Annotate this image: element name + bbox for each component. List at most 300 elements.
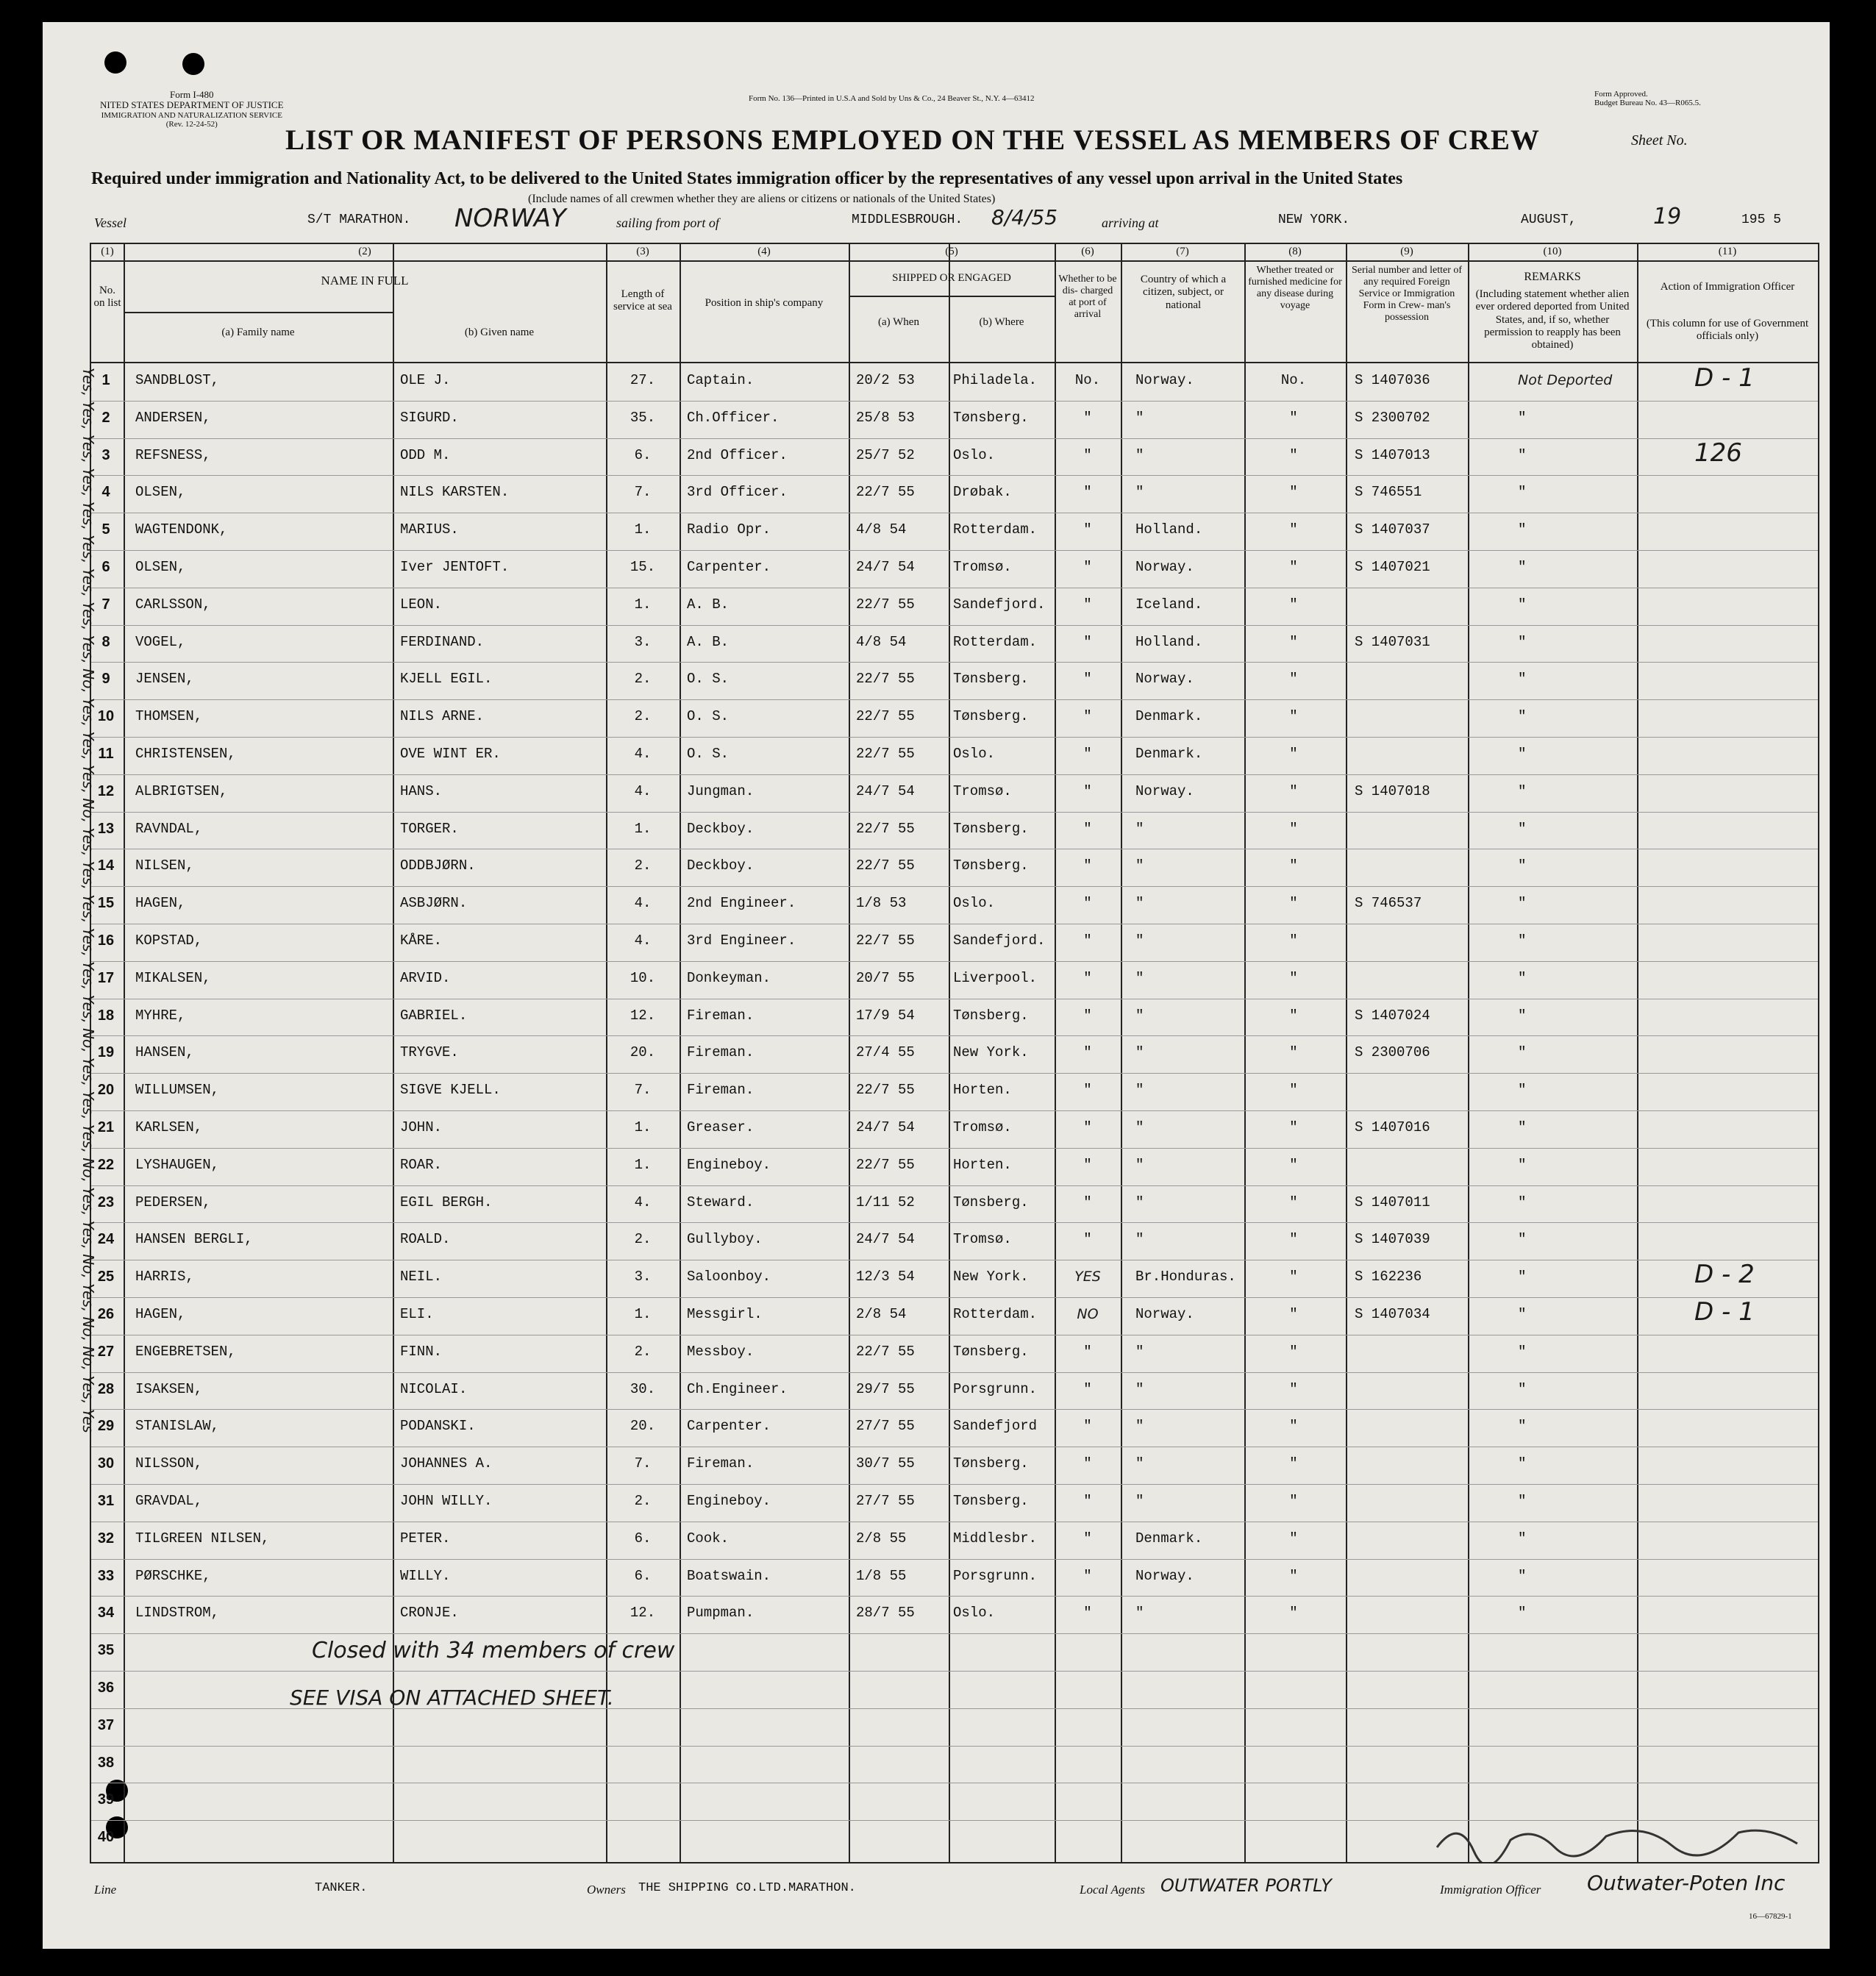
cell-dis: " bbox=[1083, 1605, 1092, 1622]
table-row bbox=[91, 1447, 1818, 1483]
cell-dis: " bbox=[1083, 969, 1092, 986]
cell-given: PETER. bbox=[400, 1530, 451, 1547]
cell-where: New York. bbox=[953, 1044, 1029, 1061]
cell-remark: " bbox=[1518, 1119, 1527, 1135]
cell-len: 30. bbox=[630, 1380, 656, 1397]
cell-where: Porsgrunn. bbox=[953, 1567, 1038, 1584]
cell-med: " bbox=[1289, 1156, 1298, 1173]
cell-med: " bbox=[1289, 596, 1298, 613]
cell-country: " bbox=[1135, 895, 1144, 912]
cell-family: GRAVDAL, bbox=[135, 1493, 203, 1509]
cell-when: 28/7 55 bbox=[856, 1605, 915, 1622]
cell-where: Oslo. bbox=[953, 746, 996, 762]
cell-where: Tromsø. bbox=[953, 1119, 1012, 1135]
cell-dis: NO bbox=[1077, 1306, 1099, 1322]
cell-med: " bbox=[1289, 1605, 1298, 1622]
cell-country: " bbox=[1135, 820, 1144, 837]
cell-len: 15. bbox=[630, 559, 656, 575]
cell-dis: " bbox=[1083, 596, 1092, 613]
cell-pos: 3rd Engineer. bbox=[687, 932, 796, 949]
table-row bbox=[91, 662, 1818, 699]
arrival-day: 19 bbox=[1653, 204, 1682, 229]
table-row bbox=[91, 1035, 1818, 1072]
cell-given: SIGVE KJELL. bbox=[400, 1082, 501, 1099]
cell-country: Iceland. bbox=[1135, 596, 1203, 613]
cell-dis: " bbox=[1083, 409, 1092, 426]
cell-remark: " bbox=[1518, 596, 1527, 613]
cell-pos: Messboy. bbox=[687, 1343, 755, 1360]
cell-given: OLE J. bbox=[400, 372, 451, 388]
cell-len: 1. bbox=[634, 1119, 652, 1135]
cell-where: Sandefjord. bbox=[953, 932, 1046, 949]
cell-remark: " bbox=[1518, 969, 1527, 986]
arrival-year: 195 5 bbox=[1741, 213, 1782, 227]
cell-med: " bbox=[1289, 1418, 1298, 1435]
cell-family: NILSSON, bbox=[135, 1455, 203, 1472]
table-row bbox=[91, 999, 1818, 1035]
cell-pos: Steward. bbox=[687, 1194, 755, 1210]
cell-n: 16 bbox=[97, 932, 115, 949]
cell-n: 25 bbox=[97, 1269, 115, 1285]
cell-serial: S 1407037 bbox=[1355, 521, 1430, 538]
cell-given: CRONJE. bbox=[400, 1605, 459, 1622]
department: NITED STATES DEPARTMENT OF JUSTICE bbox=[100, 99, 284, 111]
cell-dis: " bbox=[1083, 782, 1092, 799]
cell-given: EGIL BERGH. bbox=[400, 1194, 493, 1210]
cell-family: PEDERSEN, bbox=[135, 1194, 211, 1210]
cell-family: CARLSSON, bbox=[135, 596, 211, 613]
cell-n: 37 bbox=[97, 1716, 115, 1733]
col-num-11: (11) bbox=[1718, 246, 1737, 257]
cell-med: " bbox=[1289, 1231, 1298, 1248]
cell-n: 26 bbox=[97, 1306, 115, 1322]
col-length-service: Length of service at sea bbox=[613, 288, 672, 313]
cell-given: ROALD. bbox=[400, 1231, 451, 1248]
cell-med: " bbox=[1289, 1269, 1298, 1285]
col-shipped-engaged: SHIPPED OR ENGAGED bbox=[892, 272, 1011, 284]
cell-where: Tromsø. bbox=[953, 782, 1012, 799]
table-row bbox=[91, 363, 1818, 400]
cell-given: Iver JENTOFT. bbox=[400, 559, 510, 575]
cell-when: 27/7 55 bbox=[856, 1418, 915, 1435]
cell-family: ALBRIGTSEN, bbox=[135, 782, 228, 799]
cell-when: 22/7 55 bbox=[856, 1082, 915, 1099]
cell-country: Holland. bbox=[1135, 521, 1203, 538]
cell-pos: Carpenter. bbox=[687, 559, 771, 575]
cell-len: 1. bbox=[634, 1306, 652, 1322]
line-label: Line bbox=[94, 1883, 117, 1897]
cell-remark: " bbox=[1518, 633, 1527, 650]
cell-given: TORGER. bbox=[400, 820, 459, 837]
cell-family: KARLSEN, bbox=[135, 1119, 203, 1135]
cell-remark: " bbox=[1518, 1007, 1527, 1024]
cell-country: " bbox=[1135, 1044, 1144, 1061]
cell-where: Tønsberg. bbox=[953, 820, 1029, 837]
punch-hole bbox=[182, 53, 204, 75]
vessel-name: S/T MARATHON. bbox=[307, 213, 411, 227]
cell-where: New York. bbox=[953, 1269, 1029, 1285]
cell-country: " bbox=[1135, 1380, 1144, 1397]
cell-dis: " bbox=[1083, 1044, 1092, 1061]
cell-med: " bbox=[1289, 559, 1298, 575]
col-remarks: REMARKS bbox=[1524, 271, 1581, 283]
cell-country: " bbox=[1135, 857, 1144, 874]
cell-med: " bbox=[1289, 633, 1298, 650]
cell-given: TRYGVE. bbox=[400, 1044, 459, 1061]
cell-family: ISAKSEN, bbox=[135, 1380, 203, 1397]
cell-pos: O. S. bbox=[687, 671, 730, 688]
owners-value: THE SHIPPING CO.LTD.MARATHON. bbox=[638, 1881, 856, 1895]
table-row bbox=[91, 513, 1818, 549]
cell-pos: Fireman. bbox=[687, 1455, 755, 1472]
table-row bbox=[91, 625, 1818, 662]
arrival-month: AUGUST, bbox=[1521, 213, 1577, 227]
cell-remark: " bbox=[1518, 409, 1527, 426]
cell-given: JOHN. bbox=[400, 1119, 443, 1135]
col-family-name: (a) Family name bbox=[221, 327, 295, 338]
cell-len: 4. bbox=[634, 895, 652, 912]
cell-serial: S 1407034 bbox=[1355, 1306, 1430, 1322]
cell-where: Middlesbr. bbox=[953, 1530, 1038, 1547]
cell-dis: " bbox=[1083, 559, 1092, 575]
cell-n: 33 bbox=[97, 1567, 115, 1584]
cell-n: 28 bbox=[97, 1380, 115, 1397]
col-when: (a) When bbox=[878, 316, 919, 328]
cell-med: " bbox=[1289, 484, 1298, 501]
cell-n: 4 bbox=[101, 484, 110, 501]
cell-when: 30/7 55 bbox=[856, 1455, 915, 1472]
cell-given: KÅRE. bbox=[400, 932, 443, 949]
officer-value: Outwater-Poten Inc bbox=[1587, 1871, 1786, 1895]
cell-serial: S 1407039 bbox=[1355, 1231, 1430, 1248]
cell-serial: S 162236 bbox=[1355, 1269, 1422, 1285]
cell-n: 5 bbox=[101, 521, 110, 538]
table-row bbox=[91, 812, 1818, 849]
table-row bbox=[91, 699, 1818, 736]
table-row bbox=[91, 1708, 1818, 1745]
cell-where: Rotterdam. bbox=[953, 633, 1038, 650]
cell-when: 17/9 54 bbox=[856, 1007, 915, 1024]
cell-action: D - 1 bbox=[1694, 1297, 1755, 1327]
cell-where: Rotterdam. bbox=[953, 1306, 1038, 1322]
col-num-3: (3) bbox=[636, 246, 649, 257]
cell-len: 1. bbox=[634, 521, 652, 538]
cell-len: 12. bbox=[630, 1605, 656, 1622]
cell-where: Oslo. bbox=[953, 1605, 996, 1622]
cell-dis: " bbox=[1083, 708, 1092, 725]
cell-when: 2/8 55 bbox=[856, 1530, 907, 1547]
cell-family: PØRSCHKE, bbox=[135, 1567, 211, 1584]
cell-len: 6. bbox=[634, 446, 652, 463]
cell-serial: S 1407013 bbox=[1355, 446, 1430, 463]
cell-med: " bbox=[1289, 409, 1298, 426]
cell-n: 39 bbox=[97, 1791, 115, 1808]
cell-given: NICOLAI. bbox=[400, 1380, 468, 1397]
cell-remark: " bbox=[1518, 1343, 1527, 1360]
cell-med: " bbox=[1289, 1194, 1298, 1210]
form-code: 16—67829-1 bbox=[1749, 1912, 1792, 1921]
cell-country: " bbox=[1135, 1343, 1144, 1360]
cell-dis: " bbox=[1083, 1231, 1092, 1248]
vessel-label: Vessel bbox=[94, 215, 126, 230]
cell-given: ASBJØRN. bbox=[400, 895, 468, 912]
cell-when: 4/8 54 bbox=[856, 521, 907, 538]
cell-country: Norway. bbox=[1135, 782, 1194, 799]
cell-family: TILGREEN NILSEN, bbox=[135, 1530, 270, 1547]
table-row bbox=[91, 1559, 1818, 1596]
cell-country: " bbox=[1135, 1119, 1144, 1135]
cell-pos: A. B. bbox=[687, 633, 730, 650]
table-row bbox=[91, 1484, 1818, 1521]
cell-when: 24/7 54 bbox=[856, 1119, 915, 1135]
cell-serial: S 1407016 bbox=[1355, 1119, 1430, 1135]
cell-n: 7 bbox=[101, 596, 110, 613]
cell-remark: " bbox=[1518, 857, 1527, 874]
cell-pos: Engineboy. bbox=[687, 1493, 771, 1509]
cell-n: 27 bbox=[97, 1343, 115, 1360]
cell-med: " bbox=[1289, 1493, 1298, 1509]
cell-country: Holland. bbox=[1135, 633, 1203, 650]
cell-med: " bbox=[1289, 1082, 1298, 1099]
col-num-8: (8) bbox=[1288, 246, 1302, 257]
cell-med: " bbox=[1289, 671, 1298, 688]
cell-len: 27. bbox=[630, 372, 656, 388]
cell-dis: " bbox=[1083, 746, 1092, 762]
cell-len: 12. bbox=[630, 1007, 656, 1024]
table-row bbox=[91, 475, 1818, 512]
table-row bbox=[91, 1260, 1818, 1296]
cell-serial: S 1407031 bbox=[1355, 633, 1430, 650]
cell-med: " bbox=[1289, 521, 1298, 538]
cell-n: 13 bbox=[97, 820, 115, 837]
cell-where: Tønsberg. bbox=[953, 857, 1029, 874]
cell-n: 9 bbox=[101, 671, 110, 688]
cell-dis: " bbox=[1083, 1530, 1092, 1547]
cell-family: STANISLAW, bbox=[135, 1418, 220, 1435]
cell-where: Horten. bbox=[953, 1082, 1012, 1099]
cell-family: HARRIS, bbox=[135, 1269, 194, 1285]
cell-remark: " bbox=[1518, 1455, 1527, 1472]
cell-dis: " bbox=[1083, 820, 1092, 837]
cell-med: " bbox=[1289, 1567, 1298, 1584]
cell-country: Norway. bbox=[1135, 559, 1194, 575]
cell-len: 20. bbox=[630, 1044, 656, 1061]
cell-pos: Engineboy. bbox=[687, 1156, 771, 1173]
cell-n: 19 bbox=[97, 1044, 115, 1061]
cell-given: FINN. bbox=[400, 1343, 443, 1360]
cell-len: 4. bbox=[634, 932, 652, 949]
cell-where: Oslo. bbox=[953, 895, 996, 912]
cell-where: Rotterdam. bbox=[953, 521, 1038, 538]
cell-pos: Ch.Officer. bbox=[687, 409, 780, 426]
cell-len: 2. bbox=[634, 1493, 652, 1509]
cell-n: 18 bbox=[97, 1007, 115, 1024]
cell-family: HANSEN BERGLI, bbox=[135, 1231, 253, 1248]
cell-when: 20/2 53 bbox=[856, 372, 915, 388]
table-row bbox=[91, 774, 1818, 811]
cell-remark: " bbox=[1518, 1044, 1527, 1061]
col-action-note: (This column for use of Government officials only) bbox=[1646, 318, 1809, 343]
cell-serial: S 1407024 bbox=[1355, 1007, 1430, 1024]
cell-given: ODD M. bbox=[400, 446, 451, 463]
cell-pos: Pumpman. bbox=[687, 1605, 755, 1622]
cell-where: Tromsø. bbox=[953, 1231, 1012, 1248]
agents-value: OUTWATER PORTLY bbox=[1160, 1875, 1332, 1896]
cell-action: D - 2 bbox=[1694, 1260, 1755, 1290]
cell-remark: " bbox=[1518, 1493, 1527, 1509]
cell-where: Liverpool. bbox=[953, 969, 1038, 986]
cell-family: OLSEN, bbox=[135, 559, 186, 575]
cell-pos: 3rd Officer. bbox=[687, 484, 788, 501]
cell-where: Drøbak. bbox=[953, 484, 1012, 501]
cell-n: 31 bbox=[97, 1493, 115, 1509]
cell-len: 6. bbox=[634, 1530, 652, 1547]
cell-where: Horten. bbox=[953, 1156, 1012, 1173]
cell-len: 35. bbox=[630, 409, 656, 426]
col-serial: Serial number and letter of any required Foreign Service or Immigration Form in Crew- man's possession bbox=[1351, 265, 1463, 324]
cell-remark: " bbox=[1518, 671, 1527, 688]
table-row bbox=[91, 1185, 1818, 1222]
cell-country: " bbox=[1135, 1194, 1144, 1210]
cell-remark: " bbox=[1518, 895, 1527, 912]
cell-given: KJELL EGIL. bbox=[400, 671, 493, 688]
cell-serial: S 1407011 bbox=[1355, 1194, 1430, 1210]
cell-given: OVE WINT ER. bbox=[400, 746, 501, 762]
col-num-10: (10) bbox=[1543, 246, 1562, 257]
cell-given: JOHN WILLY. bbox=[400, 1493, 493, 1509]
cell-when: 27/7 55 bbox=[856, 1493, 915, 1509]
table-row bbox=[91, 550, 1818, 587]
cell-dis: " bbox=[1083, 484, 1092, 501]
col-num-5: (5) bbox=[945, 246, 958, 257]
table-row bbox=[91, 737, 1818, 774]
cell-med: " bbox=[1289, 782, 1298, 799]
cell-family: ENGEBRETSEN, bbox=[135, 1343, 236, 1360]
cell-where: Philadela. bbox=[953, 372, 1038, 388]
col-remarks-note: (Including statement whether alien ever ordered deported from United States, and, if so, whether permission to reapply has been obtained) bbox=[1475, 288, 1630, 351]
cell-when: 25/8 53 bbox=[856, 409, 915, 426]
cell-family: WILLUMSEN, bbox=[135, 1082, 220, 1099]
cell-remark: " bbox=[1518, 820, 1527, 837]
visa-note: SEE VISA ON ATTACHED SHEET. bbox=[290, 1686, 614, 1710]
col-num-6: (6) bbox=[1081, 246, 1094, 257]
cell-country: Denmark. bbox=[1135, 746, 1203, 762]
cell-pos: Greaser. bbox=[687, 1119, 755, 1135]
subtitle: Required under immigration and Nationality Act, to be delivered to the United States immigration officer by the representatives of any vessel upon arrival in the United States bbox=[91, 169, 1403, 188]
subtitle-note: (Include names of all crewmen whether they are aliens or citizens or nationals of the United States) bbox=[528, 193, 996, 205]
cell-n: 36 bbox=[97, 1680, 115, 1696]
cell-dis: " bbox=[1083, 1082, 1092, 1099]
cell-where: Tønsberg. bbox=[953, 1343, 1029, 1360]
cell-given: NILS ARNE. bbox=[400, 708, 485, 725]
cell-given: FERDINAND. bbox=[400, 633, 485, 650]
col-where: (b) Where bbox=[979, 316, 1024, 328]
cell-serial: S 1407036 bbox=[1355, 372, 1430, 388]
cell-family: LYSHAUGEN, bbox=[135, 1156, 220, 1173]
cell-given: NILS KARSTEN. bbox=[400, 484, 510, 501]
cell-pos: 2nd Officer. bbox=[687, 446, 788, 463]
cell-n: 15 bbox=[97, 895, 115, 912]
cell-when: 22/7 55 bbox=[856, 1156, 915, 1173]
cell-when: 22/7 55 bbox=[856, 746, 915, 762]
cell-n: 10 bbox=[97, 708, 115, 725]
cell-med: " bbox=[1289, 1530, 1298, 1547]
cell-country: " bbox=[1135, 932, 1144, 949]
cell-given: ROAR. bbox=[400, 1156, 443, 1173]
cell-serial: S 746551 bbox=[1355, 484, 1422, 501]
cell-n: 38 bbox=[97, 1754, 115, 1771]
revision: (Rev. 12-24-52) bbox=[165, 119, 218, 129]
arrival-port: NEW YORK. bbox=[1278, 213, 1350, 227]
cell-pos: Cook. bbox=[687, 1530, 730, 1547]
cell-n: 1 bbox=[101, 372, 110, 388]
cell-serial: S 746537 bbox=[1355, 895, 1422, 912]
cell-dis: No. bbox=[1074, 372, 1101, 388]
officer-signature bbox=[1430, 1811, 1812, 1862]
table-row bbox=[91, 924, 1818, 960]
cell-country: " bbox=[1135, 1082, 1144, 1099]
cell-pos: Fireman. bbox=[687, 1082, 755, 1099]
cell-when: 1/11 52 bbox=[856, 1194, 915, 1210]
owners-label: Owners bbox=[587, 1883, 626, 1897]
col-action: Action of Immigration Officer bbox=[1660, 281, 1795, 293]
table-row bbox=[91, 1073, 1818, 1110]
cell-remark: " bbox=[1518, 521, 1527, 538]
budget-bureau: Budget Bureau No. 43—R065.5. bbox=[1594, 99, 1701, 108]
cell-pos: Jungman. bbox=[687, 782, 755, 799]
cell-remark: " bbox=[1518, 746, 1527, 762]
cell-n: 34 bbox=[97, 1605, 115, 1622]
cell-where: Tønsberg. bbox=[953, 1493, 1029, 1509]
cell-when: 22/7 55 bbox=[856, 857, 915, 874]
cell-len: 7. bbox=[634, 1455, 652, 1472]
cell-family: WAGTENDONK, bbox=[135, 521, 228, 538]
cell-remark: " bbox=[1518, 1082, 1527, 1099]
cell-med: " bbox=[1289, 1380, 1298, 1397]
cell-len: 2. bbox=[634, 671, 652, 688]
cell-dis: " bbox=[1083, 1343, 1092, 1360]
cell-when: 22/7 55 bbox=[856, 596, 915, 613]
cell-where: Tønsberg. bbox=[953, 409, 1029, 426]
cell-country: " bbox=[1135, 1007, 1144, 1024]
cell-n: 35 bbox=[97, 1642, 115, 1659]
table-row bbox=[91, 401, 1818, 438]
table-row bbox=[91, 588, 1818, 624]
cell-n: 21 bbox=[97, 1119, 115, 1135]
cell-len: 2. bbox=[634, 1231, 652, 1248]
table-row bbox=[91, 886, 1818, 923]
cell-where: Tromsø. bbox=[953, 559, 1012, 575]
cell-dis: " bbox=[1083, 857, 1092, 874]
col-medicine: Whether treated or furnished medicine for any disease during voyage bbox=[1248, 265, 1342, 312]
cell-pos: Deckboy. bbox=[687, 820, 755, 837]
arriving-label: arriving at bbox=[1102, 215, 1159, 230]
cell-when: 24/7 54 bbox=[856, 559, 915, 575]
cell-len: 20. bbox=[630, 1418, 656, 1435]
col-num-4: (4) bbox=[757, 246, 771, 257]
cell-med: " bbox=[1289, 1455, 1298, 1472]
cell-remark: " bbox=[1518, 782, 1527, 799]
cell-when: 22/7 55 bbox=[856, 484, 915, 501]
cell-pos: Carpenter. bbox=[687, 1418, 771, 1435]
cell-med: " bbox=[1289, 857, 1298, 874]
cell-dis: " bbox=[1083, 1493, 1092, 1509]
cell-remark: " bbox=[1518, 559, 1527, 575]
col-no-on-list: No. on list bbox=[93, 285, 121, 310]
form-header-left bbox=[100, 90, 284, 129]
cell-country: Norway. bbox=[1135, 1567, 1194, 1584]
cell-family: CHRISTENSEN, bbox=[135, 746, 236, 762]
